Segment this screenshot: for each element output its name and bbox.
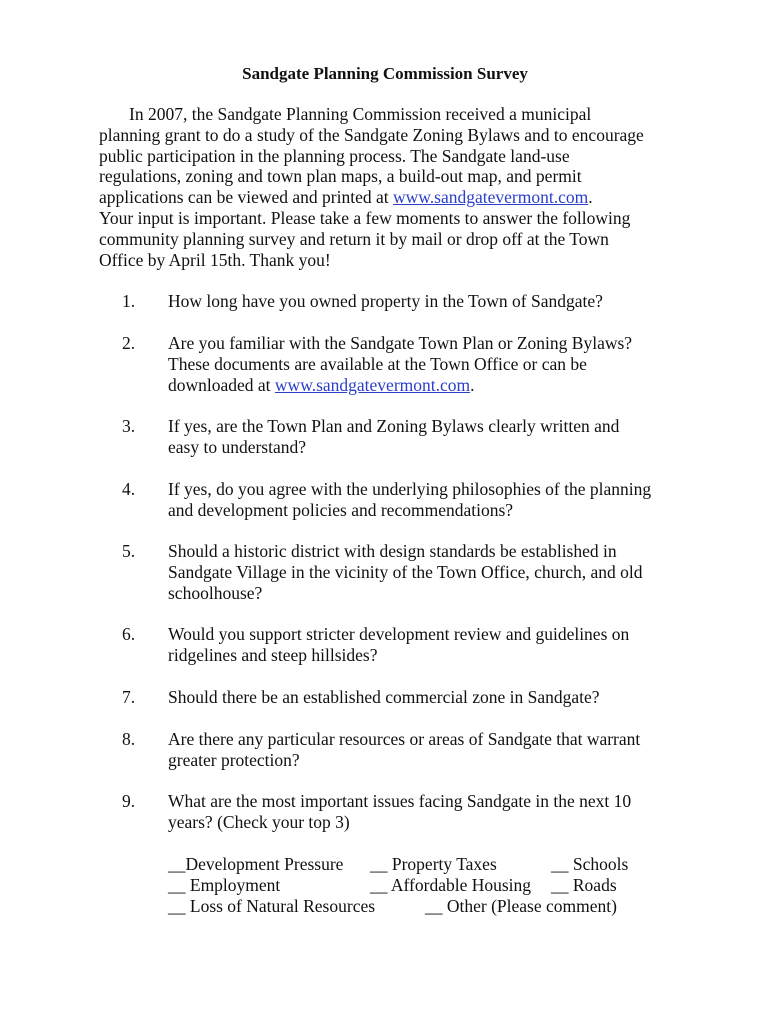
option-roads[interactable]: __ Roads [551,875,617,895]
question-line: Are you familiar with the Sandgate Town Plan or Zoning Bylaws? [168,333,633,353]
option-other[interactable]: __ Other (Please comment) [425,896,617,916]
question-text [168,729,668,771]
question-text [168,291,668,312]
question-line: schoolhouse? [168,582,263,603]
intro-paragraph [99,104,679,270]
question-line: Sandgate Village in the vicinity of the Town Office, church, and old [168,561,643,582]
question-line: years? (Check your top 3) [168,811,350,832]
question-text [168,687,668,708]
intro-line: Office by April 15th. Thank you! [99,249,331,270]
intro-line: Your input is important. Please take a few moments to answer the following [99,207,631,228]
question-line: If yes, are the Town Plan and Zoning Bylaws clearly written and [168,416,620,436]
intro-line: community planning survey and return it by mail or drop off at the Town [99,228,609,249]
question-line: and development policies and recommendations? [168,499,514,520]
intro-line: public participation in the planning process. The Sandgate land-use [99,145,570,166]
question-text [168,541,668,603]
intro-text: applications can be viewed and printed at [99,187,393,208]
option-development-pressure[interactable]: __Development Pressure [168,854,344,874]
question-text [168,791,668,833]
option-loss-natural-resources[interactable]: __ Loss of Natural Resources [168,896,376,916]
question-text [168,333,668,395]
website-link[interactable]: www.sandgatevermont.com [274,374,471,395]
intro-line [99,187,679,208]
question-text-segment: downloaded at [168,374,275,395]
intro-line: In 2007, the Sandgate Planning Commission received a municipal [129,104,592,124]
question-number: 9. [122,791,136,811]
question-text [168,416,668,458]
question-number: 2. [122,333,136,353]
question-number: 4. [122,479,136,499]
question-line: ridgelines and steep hillsides? [168,644,378,665]
question-line: greater protection? [168,749,300,770]
page-title: Sandgate Planning Commission Survey [242,64,528,83]
question-line: Should there be an established commercial zone in Sandgate? [168,687,600,707]
question-line: If yes, do you agree with the underlying philosophies of the planning [168,479,652,499]
question-line: What are the most important issues facing Sandgate in the next 10 [168,791,632,811]
question-number: 8. [122,729,136,749]
intro-text: . [588,187,593,208]
question-number: 5. [122,541,136,561]
option-employment[interactable]: __ Employment [168,875,281,895]
question-text [168,624,668,666]
question-line: Are there any particular resources or areas of Sandgate that warrant [168,729,641,749]
website-link[interactable]: www.sandgatevermont.com [393,187,589,208]
option-affordable-housing[interactable]: __ Affordable Housing [370,875,532,895]
option-property-taxes[interactable]: __ Property Taxes [370,854,497,874]
question-line: easy to understand? [168,436,307,457]
question-line: Should a historic district with design standards be established in [168,541,617,561]
question-number: 6. [122,624,136,644]
question-number: 3. [122,416,136,436]
question-text-segment: . [470,374,475,395]
question-line [168,375,668,396]
question-number: 1. [122,291,136,311]
question-line: These documents are available at the Town Office or can be [168,353,587,374]
option-schools[interactable]: __ Schools [551,854,629,874]
question-number: 7. [122,687,136,707]
intro-line: regulations, zoning and town plan maps, a build-out map, and permit [99,166,582,187]
question-line: How long have you owned property in the Town of Sandgate? [168,291,603,311]
intro-line: planning grant to do a study of the Sandgate Zoning Bylaws and to encourage [99,124,644,145]
question-line: Would you support stricter development review and guidelines on [168,624,630,644]
question-text [168,479,668,521]
